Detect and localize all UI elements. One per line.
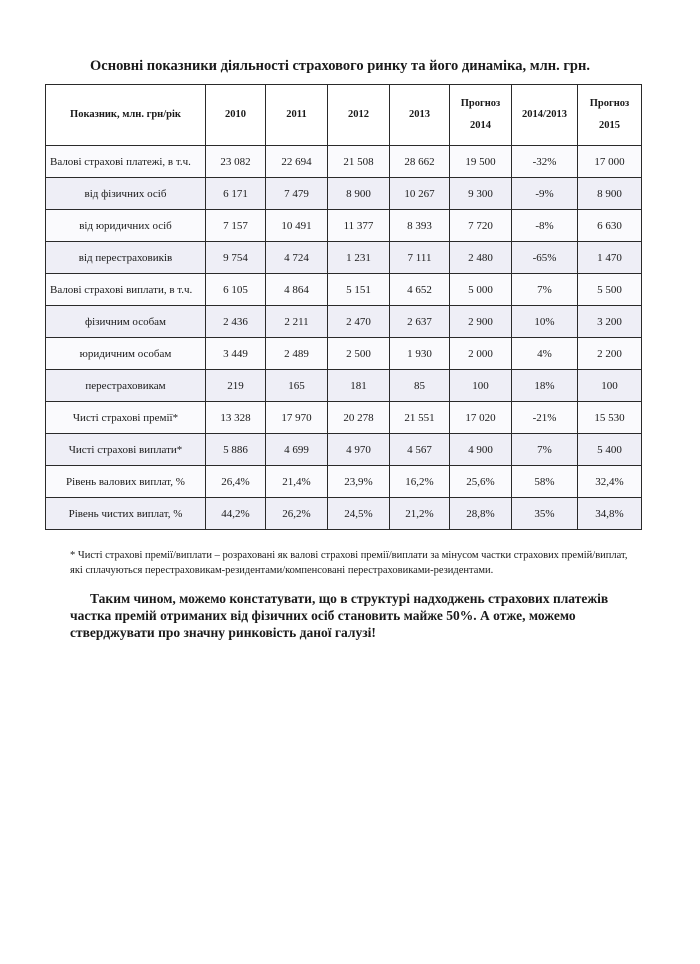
cell-2010: 2 436 <box>206 306 266 338</box>
cell-2012: 8 900 <box>328 178 390 210</box>
cell-change: -32% <box>512 146 578 178</box>
cell-forecast-2015: 32,4% <box>578 466 642 498</box>
row-label: від юридичних осіб <box>46 210 206 242</box>
header-change-2014-2013: 2014/2013 <box>512 85 578 146</box>
table-row <box>46 402 642 434</box>
cell-2013: 2 637 <box>390 306 450 338</box>
cell-2011: 2 211 <box>266 306 328 338</box>
cell-2010: 6 105 <box>206 274 266 306</box>
cell-2011: 17 970 <box>266 402 328 434</box>
cell-2013: 21,2% <box>390 498 450 530</box>
cell-forecast-2014: 2 900 <box>450 306 512 338</box>
table-header-row <box>46 85 642 146</box>
cell-forecast-2014: 7 720 <box>450 210 512 242</box>
table-row <box>46 338 642 370</box>
row-label: Чисті страхові виплати* <box>46 434 206 466</box>
header-forecast-2014: Прогноз 2014 <box>450 85 512 146</box>
cell-forecast-2014: 2 000 <box>450 338 512 370</box>
cell-2010: 219 <box>206 370 266 402</box>
cell-2012: 181 <box>328 370 390 402</box>
cell-change: 4% <box>512 338 578 370</box>
page-title: Основні показники діяльності страхового ринку та його динаміка, млн. грн. <box>90 58 590 74</box>
cell-2010: 9 754 <box>206 242 266 274</box>
row-label: Чисті страхові премії* <box>46 402 206 434</box>
cell-2013: 4 567 <box>390 434 450 466</box>
cell-forecast-2015: 5 400 <box>578 434 642 466</box>
cell-2011: 22 694 <box>266 146 328 178</box>
cell-2010: 7 157 <box>206 210 266 242</box>
row-label: від перестраховиків <box>46 242 206 274</box>
table-row <box>46 210 642 242</box>
cell-forecast-2014: 2 480 <box>450 242 512 274</box>
cell-change: -8% <box>512 210 578 242</box>
header-forecast-2015: Прогноз 2015 <box>578 85 642 146</box>
cell-2013: 21 551 <box>390 402 450 434</box>
cell-forecast-2014: 9 300 <box>450 178 512 210</box>
cell-2011: 21,4% <box>266 466 328 498</box>
header-2011: 2011 <box>266 85 328 146</box>
cell-2012: 2 500 <box>328 338 390 370</box>
cell-2013: 85 <box>390 370 450 402</box>
cell-forecast-2014: 5 000 <box>450 274 512 306</box>
cell-2012: 23,9% <box>328 466 390 498</box>
table-row <box>46 306 642 338</box>
cell-2012: 24,5% <box>328 498 390 530</box>
cell-change: 7% <box>512 434 578 466</box>
cell-forecast-2014: 19 500 <box>450 146 512 178</box>
cell-2013: 16,2% <box>390 466 450 498</box>
cell-2013: 10 267 <box>390 178 450 210</box>
table-row <box>46 178 642 210</box>
cell-forecast-2015: 17 000 <box>578 146 642 178</box>
cell-forecast-2015: 2 200 <box>578 338 642 370</box>
row-label: перестраховикам <box>46 370 206 402</box>
cell-forecast-2014: 4 900 <box>450 434 512 466</box>
header-2013: 2013 <box>390 85 450 146</box>
cell-forecast-2014: 100 <box>450 370 512 402</box>
cell-forecast-2015: 1 470 <box>578 242 642 274</box>
row-label: юридичним особам <box>46 338 206 370</box>
cell-forecast-2015: 3 200 <box>578 306 642 338</box>
cell-2011: 4 699 <box>266 434 328 466</box>
cell-2012: 11 377 <box>328 210 390 242</box>
cell-2012: 2 470 <box>328 306 390 338</box>
cell-2010: 5 886 <box>206 434 266 466</box>
cell-forecast-2015: 6 630 <box>578 210 642 242</box>
cell-change: 35% <box>512 498 578 530</box>
cell-change: 18% <box>512 370 578 402</box>
cell-2012: 1 231 <box>328 242 390 274</box>
cell-change: -9% <box>512 178 578 210</box>
cell-2010: 23 082 <box>206 146 266 178</box>
cell-2011: 10 491 <box>266 210 328 242</box>
cell-forecast-2015: 100 <box>578 370 642 402</box>
cell-forecast-2014: 17 020 <box>450 402 512 434</box>
cell-2011: 165 <box>266 370 328 402</box>
cell-2013: 28 662 <box>390 146 450 178</box>
row-label: Валові страхові платежі, в т.ч. <box>46 146 206 178</box>
cell-2012: 21 508 <box>328 146 390 178</box>
cell-2010: 26,4% <box>206 466 266 498</box>
cell-2013: 4 652 <box>390 274 450 306</box>
cell-2012: 4 970 <box>328 434 390 466</box>
cell-2013: 8 393 <box>390 210 450 242</box>
cell-forecast-2015: 34,8% <box>578 498 642 530</box>
table-row <box>46 242 642 274</box>
cell-2010: 44,2% <box>206 498 266 530</box>
cell-change: -21% <box>512 402 578 434</box>
cell-forecast-2015: 15 530 <box>578 402 642 434</box>
row-label: фізичним особам <box>46 306 206 338</box>
cell-forecast-2015: 5 500 <box>578 274 642 306</box>
cell-2011: 4 864 <box>266 274 328 306</box>
header-indicator: Показник, млн. грн/рік <box>46 85 206 146</box>
row-label: Рівень чистих виплат, % <box>46 498 206 530</box>
footnote: * Чисті страхові премії/виплати – розраховані як валові страхові премії/виплати за мінусом частки страхових премій/виплат, які сплачуються перестраховикам-резидентами/компенсовані перестраховиками-резидентами. <box>70 550 628 576</box>
table-row <box>46 370 642 402</box>
cell-change: -65% <box>512 242 578 274</box>
table-row <box>46 434 642 466</box>
conclusion-paragraph: Таким чином, можемо констатувати, що в структурі надходжень страхових платежів частка премій отриманих від фізичних осіб становить майже 50%. А отже, можемо стверджувати про значну ринковість даної галузі! <box>70 591 609 640</box>
insurance-indicators-table <box>45 84 642 530</box>
cell-2013: 7 111 <box>390 242 450 274</box>
table-row <box>46 146 642 178</box>
cell-2010: 13 328 <box>206 402 266 434</box>
cell-2011: 7 479 <box>266 178 328 210</box>
cell-forecast-2014: 28,8% <box>450 498 512 530</box>
header-2010: 2010 <box>206 85 266 146</box>
cell-forecast-2015: 8 900 <box>578 178 642 210</box>
table-row <box>46 466 642 498</box>
table-row <box>46 498 642 530</box>
header-2012: 2012 <box>328 85 390 146</box>
table-row <box>46 274 642 306</box>
cell-forecast-2014: 25,6% <box>450 466 512 498</box>
cell-2010: 3 449 <box>206 338 266 370</box>
cell-change: 7% <box>512 274 578 306</box>
cell-2011: 4 724 <box>266 242 328 274</box>
cell-2011: 26,2% <box>266 498 328 530</box>
cell-change: 10% <box>512 306 578 338</box>
cell-2012: 20 278 <box>328 402 390 434</box>
row-label: від фізичних осіб <box>46 178 206 210</box>
cell-2013: 1 930 <box>390 338 450 370</box>
row-label: Рівень валових виплат, % <box>46 466 206 498</box>
row-label: Валові страхові виплати, в т.ч. <box>46 274 206 306</box>
cell-change: 58% <box>512 466 578 498</box>
cell-2011: 2 489 <box>266 338 328 370</box>
cell-2012: 5 151 <box>328 274 390 306</box>
cell-2010: 6 171 <box>206 178 266 210</box>
